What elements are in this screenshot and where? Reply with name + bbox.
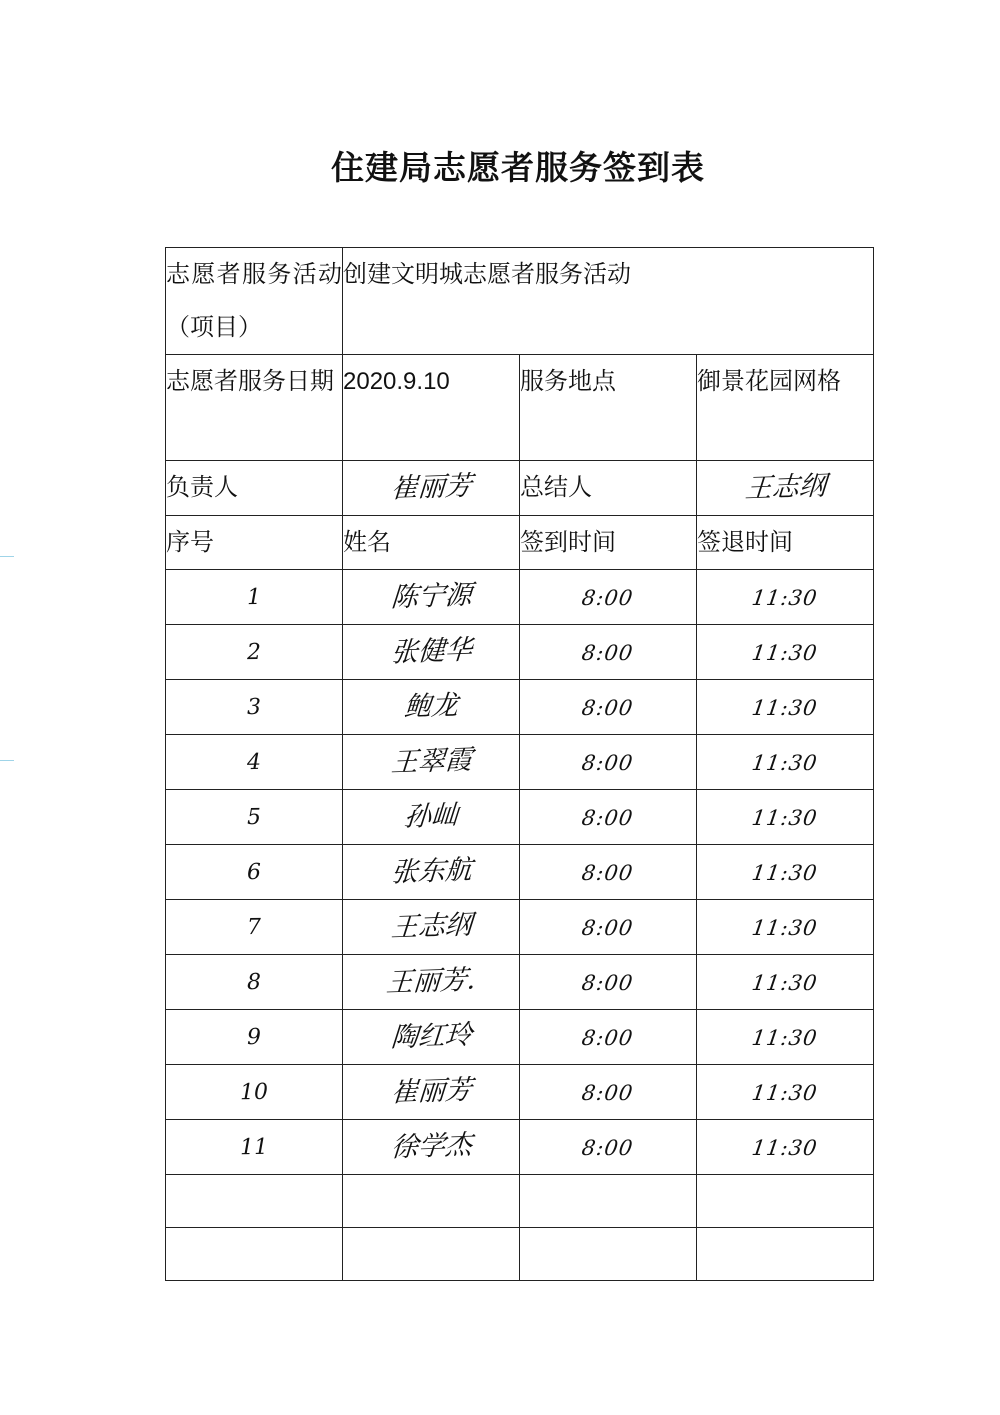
scan-mark [0, 556, 14, 557]
table-row [166, 1120, 874, 1175]
activity-label: 志愿者服务活动（项目） [166, 248, 343, 355]
row-sign-in-time: 8:00 [520, 625, 697, 680]
column-header-row [166, 516, 874, 570]
row-number: 8 [166, 955, 343, 1010]
date-value: 2020.9.10 [343, 355, 520, 461]
row-sign-out-time: 11:30 [697, 790, 874, 845]
table-row [166, 735, 874, 790]
row-name: 张东航 [343, 845, 520, 900]
row-number: 2 [166, 625, 343, 680]
row-sign-out-time: 11:30 [697, 845, 874, 900]
row-sign-in-time: 8:00 [520, 790, 697, 845]
row-sign-in-time [520, 1228, 697, 1281]
row-sign-out-time: 11:30 [697, 900, 874, 955]
row-sign-in-time [520, 1175, 697, 1228]
column-header-no: 序号 [166, 516, 343, 570]
row-number: 9 [166, 1010, 343, 1065]
row-number [166, 1228, 343, 1281]
date-row [166, 355, 874, 461]
date-label: 志愿者服务日期 [166, 355, 343, 461]
table-row [166, 570, 874, 625]
activity-row [166, 248, 874, 355]
summarizer-signature: 王志纲 [697, 461, 874, 516]
table-row [166, 1010, 874, 1065]
row-sign-out-time: 11:30 [697, 735, 874, 790]
table-row [166, 845, 874, 900]
table-row [166, 625, 874, 680]
table-row [166, 1228, 874, 1281]
row-number: 11 [166, 1120, 343, 1175]
table-row [166, 900, 874, 955]
row-sign-in-time: 8:00 [520, 900, 697, 955]
leader-signature: 崔丽芳 [343, 461, 520, 516]
leader-label: 负责人 [166, 461, 343, 516]
row-name: 鲍龙 [343, 680, 520, 735]
row-sign-in-time: 8:00 [520, 1065, 697, 1120]
sign-in-table [165, 247, 874, 1281]
row-name: 崔丽芳 [343, 1065, 520, 1120]
scan-mark [0, 760, 14, 761]
row-sign-in-time: 8:00 [520, 1010, 697, 1065]
row-sign-in-time: 8:00 [520, 570, 697, 625]
row-number [166, 1175, 343, 1228]
row-number: 3 [166, 680, 343, 735]
row-name: 王翠霞 [343, 735, 520, 790]
row-number: 7 [166, 900, 343, 955]
row-sign-in-time: 8:00 [520, 680, 697, 735]
leader-row [166, 461, 874, 516]
row-name [343, 1228, 520, 1281]
row-sign-in-time: 8:00 [520, 955, 697, 1010]
column-header-sign-in: 签到时间 [520, 516, 697, 570]
column-header-sign-out: 签退时间 [697, 516, 874, 570]
page-title: 住建局志愿者服务签到表 [331, 148, 705, 187]
row-number: 1 [166, 570, 343, 625]
row-sign-in-time: 8:00 [520, 845, 697, 900]
row-sign-out-time: 11:30 [697, 955, 874, 1010]
row-sign-out-time: 11:30 [697, 1065, 874, 1120]
row-name: 陈宁源 [343, 570, 520, 625]
row-name: 陶红玲 [343, 1010, 520, 1065]
row-sign-out-time [697, 1228, 874, 1281]
table-row [166, 790, 874, 845]
row-name [343, 1175, 520, 1228]
row-number: 5 [166, 790, 343, 845]
row-sign-out-time: 11:30 [697, 680, 874, 735]
table-row [166, 1175, 874, 1228]
row-number: 10 [166, 1065, 343, 1120]
sign-in-sheet [165, 247, 873, 1281]
table-row [166, 955, 874, 1010]
summarizer-label: 总结人 [520, 461, 697, 516]
row-sign-out-time: 11:30 [697, 1010, 874, 1065]
row-sign-out-time [697, 1175, 874, 1228]
row-name: 徐学杰 [343, 1120, 520, 1175]
row-number: 4 [166, 735, 343, 790]
row-sign-out-time: 11:30 [697, 570, 874, 625]
row-sign-in-time: 8:00 [520, 735, 697, 790]
location-value: 御景花园网格 [697, 355, 874, 461]
table-row [166, 1065, 874, 1120]
row-name: 张健华 [343, 625, 520, 680]
row-sign-out-time: 11:30 [697, 625, 874, 680]
row-sign-out-time: 11:30 [697, 1120, 874, 1175]
row-number: 6 [166, 845, 343, 900]
table-row [166, 680, 874, 735]
row-name: 王丽芳. [343, 955, 520, 1010]
row-name: 王志纲 [343, 900, 520, 955]
row-sign-in-time: 8:00 [520, 1120, 697, 1175]
location-label: 服务地点 [520, 355, 697, 461]
activity-value: 创建文明城志愿者服务活动 [343, 248, 874, 355]
column-header-name: 姓名 [343, 516, 520, 570]
row-name: 孙屾 [343, 790, 520, 845]
